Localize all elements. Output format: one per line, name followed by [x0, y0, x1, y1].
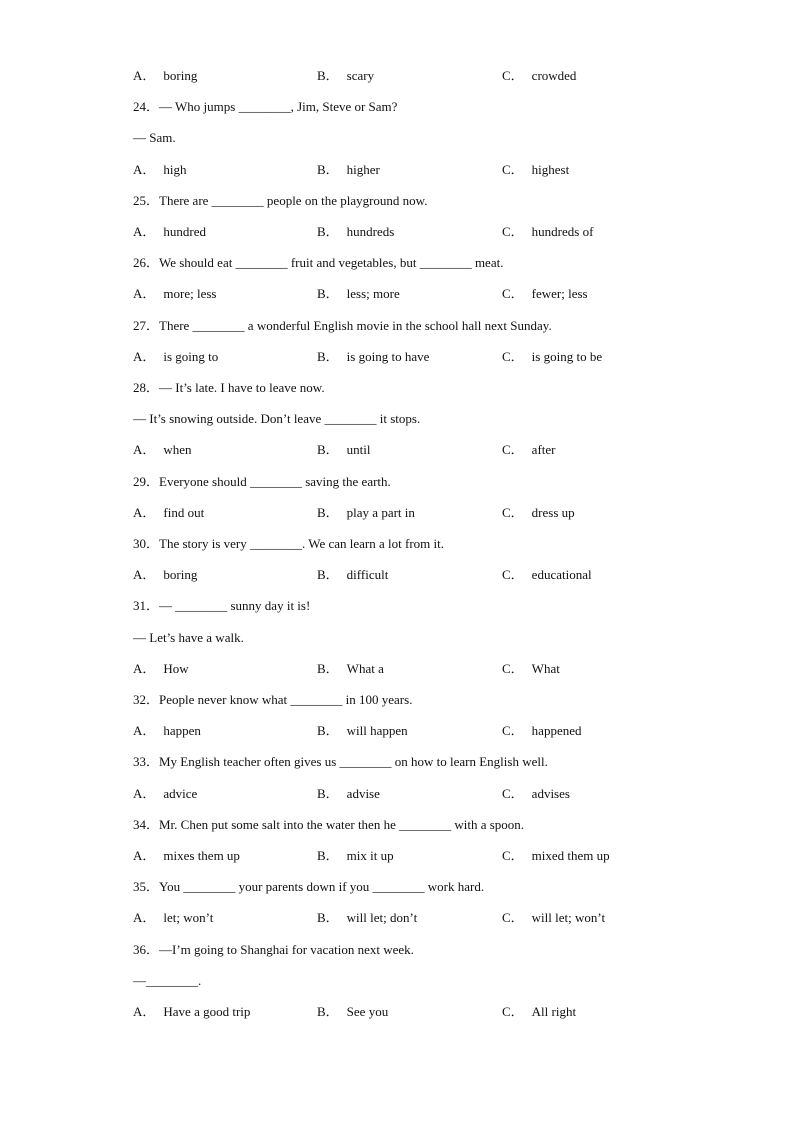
option-text: more; less: [163, 286, 217, 301]
option-a: [133, 785, 197, 803]
question-line: — Let’s have a walk.: [133, 630, 244, 645]
question-line: — Sam.: [133, 130, 176, 145]
option-text: mix it up: [346, 848, 394, 863]
option-letter: A．: [133, 661, 156, 676]
answer-options: [133, 785, 693, 803]
option-c: [502, 785, 570, 803]
option-c: [502, 566, 592, 584]
option-text: educational: [531, 567, 592, 582]
question-line: 33．My English teacher often gives us ________ on how to learn English well.: [133, 754, 548, 769]
option-letter: B．: [317, 1004, 339, 1019]
question-line: 24．— Who jumps ________, Jim, Steve or Sam?: [133, 99, 398, 114]
option-b: [317, 566, 388, 584]
option-text: mixed them up: [531, 848, 610, 863]
option-c: [502, 161, 569, 179]
option-c: [502, 441, 555, 459]
question-line: 34．Mr. Chen put some salt into the water then he ________ with a spoon.: [133, 817, 525, 832]
option-letter: A．: [133, 567, 156, 582]
option-a: [133, 847, 240, 865]
option-b: [317, 67, 374, 85]
option-c: [502, 223, 593, 241]
option-a: [133, 67, 197, 85]
option-text: until: [346, 442, 371, 457]
option-letter: B．: [317, 848, 339, 863]
option-letter: B．: [317, 286, 339, 301]
option-letter: C．: [502, 723, 524, 738]
option-letter: A．: [133, 349, 156, 364]
option-c: [502, 285, 588, 303]
option-letter: C．: [502, 68, 524, 83]
option-a: [133, 566, 197, 584]
option-text: crowded: [531, 68, 577, 83]
option-letter: B．: [317, 661, 339, 676]
option-a: [133, 285, 216, 303]
answer-options: [133, 441, 693, 459]
option-b: [317, 847, 394, 865]
option-a: [133, 660, 189, 678]
option-text: is going to be: [531, 349, 603, 364]
option-text: hundreds: [346, 224, 395, 239]
option-letter: B．: [317, 162, 339, 177]
option-text: when: [163, 442, 192, 457]
answer-options: [133, 909, 693, 927]
option-letter: C．: [502, 349, 524, 364]
answer-options: [133, 660, 693, 678]
option-b: [317, 285, 400, 303]
question-line: 26．We should eat ________ fruit and vegetables, but ________ meat.: [133, 255, 504, 270]
option-a: [133, 441, 192, 459]
option-text: All right: [531, 1004, 577, 1019]
answer-options: [133, 67, 693, 85]
option-text: What: [531, 661, 560, 676]
option-b: [317, 785, 380, 803]
option-text: high: [163, 162, 187, 177]
option-text: play a part in: [346, 505, 415, 520]
option-a: [133, 722, 201, 740]
option-letter: A．: [133, 723, 156, 738]
option-c: [502, 504, 575, 522]
option-letter: C．: [502, 786, 524, 801]
option-text: will let; won’t: [531, 910, 606, 925]
option-text: let; won’t: [163, 910, 214, 925]
option-b: [317, 441, 371, 459]
option-letter: B．: [317, 68, 339, 83]
option-text: difficult: [346, 567, 389, 582]
option-letter: C．: [502, 848, 524, 863]
option-text: after: [531, 442, 556, 457]
option-letter: A．: [133, 224, 156, 239]
option-letter: C．: [502, 910, 524, 925]
option-text: higher: [346, 162, 380, 177]
option-letter: C．: [502, 567, 524, 582]
option-a: [133, 1003, 250, 1021]
option-text: What a: [346, 661, 384, 676]
option-a: [133, 161, 187, 179]
question-line: —________.: [133, 973, 202, 988]
option-letter: B．: [317, 442, 339, 457]
question-line: 32．People never know what ________ in 100 years.: [133, 692, 413, 707]
option-text: Have a good trip: [163, 1004, 251, 1019]
option-b: [317, 660, 384, 678]
answer-options: [133, 1003, 693, 1021]
option-letter: B．: [317, 349, 339, 364]
option-text: find out: [163, 505, 205, 520]
option-text: scary: [346, 68, 375, 83]
option-text: mixes them up: [163, 848, 240, 863]
option-text: highest: [531, 162, 570, 177]
option-text: happened: [531, 723, 582, 738]
option-c: [502, 348, 602, 366]
question-line: 30．The story is very ________. We can learn a lot from it.: [133, 536, 445, 551]
option-text: fewer; less: [531, 286, 588, 301]
option-text: dress up: [531, 505, 575, 520]
answer-options: [133, 161, 693, 179]
option-a: [133, 348, 218, 366]
option-text: will happen: [346, 723, 408, 738]
option-letter: B．: [317, 723, 339, 738]
option-text: less; more: [346, 286, 400, 301]
question-line: 27．There ________ a wonderful English movie in the school hall next Sunday.: [133, 318, 552, 333]
answer-options: [133, 504, 693, 522]
question-line: — It’s snowing outside. Don’t leave ________ it stops.: [133, 411, 421, 426]
option-letter: C．: [502, 286, 524, 301]
answer-options: [133, 847, 693, 865]
option-letter: C．: [502, 505, 524, 520]
option-a: [133, 223, 206, 241]
option-text: boring: [163, 68, 198, 83]
question-line: 25．There are ________ people on the playground now.: [133, 193, 428, 208]
option-letter: C．: [502, 1004, 524, 1019]
option-letter: A．: [133, 1004, 156, 1019]
answer-options: [133, 348, 693, 366]
option-letter: C．: [502, 224, 524, 239]
option-letter: A．: [133, 786, 156, 801]
option-letter: A．: [133, 442, 156, 457]
option-letter: A．: [133, 286, 156, 301]
option-letter: A．: [133, 505, 156, 520]
answer-options: [133, 566, 693, 584]
option-text: is going to have: [346, 349, 430, 364]
option-letter: C．: [502, 661, 524, 676]
option-c: [502, 660, 560, 678]
option-text: advice: [163, 786, 198, 801]
option-b: [317, 504, 415, 522]
option-letter: B．: [317, 910, 339, 925]
option-a: [133, 504, 204, 522]
option-letter: A．: [133, 162, 156, 177]
question-line: 31．— ________ sunny day it is!: [133, 598, 311, 613]
answer-options: [133, 223, 693, 241]
option-b: [317, 348, 429, 366]
option-b: [317, 1003, 388, 1021]
answer-options: [133, 285, 693, 303]
option-letter: C．: [502, 162, 524, 177]
option-b: [317, 722, 408, 740]
question-line: 28．— It’s late. I have to leave now.: [133, 380, 325, 395]
option-b: [317, 161, 380, 179]
option-b: [317, 223, 394, 241]
option-c: [502, 67, 576, 85]
option-text: is going to: [163, 349, 219, 364]
option-c: [502, 847, 610, 865]
option-text: How: [163, 661, 189, 676]
option-letter: A．: [133, 848, 156, 863]
option-text: advises: [531, 786, 570, 801]
option-c: [502, 1003, 576, 1021]
option-text: hundreds of: [531, 224, 594, 239]
option-letter: A．: [133, 68, 156, 83]
option-a: [133, 909, 213, 927]
answer-options: [133, 722, 693, 740]
option-text: hundred: [163, 224, 206, 239]
option-text: See you: [346, 1004, 389, 1019]
option-letter: B．: [317, 224, 339, 239]
option-letter: C．: [502, 442, 524, 457]
option-text: advise: [346, 786, 380, 801]
option-text: will let; don’t: [346, 910, 418, 925]
option-letter: B．: [317, 567, 339, 582]
question-line: 29．Everyone should ________ saving the earth.: [133, 474, 391, 489]
option-letter: B．: [317, 786, 339, 801]
question-line: 36．—I’m going to Shanghai for vacation next week.: [133, 942, 414, 957]
option-letter: A．: [133, 910, 156, 925]
option-c: [502, 909, 605, 927]
option-letter: B．: [317, 505, 339, 520]
option-text: happen: [163, 723, 201, 738]
option-c: [502, 722, 581, 740]
question-line: 35．You ________ your parents down if you ________ work hard.: [133, 879, 485, 894]
option-text: boring: [163, 567, 198, 582]
option-b: [317, 909, 417, 927]
